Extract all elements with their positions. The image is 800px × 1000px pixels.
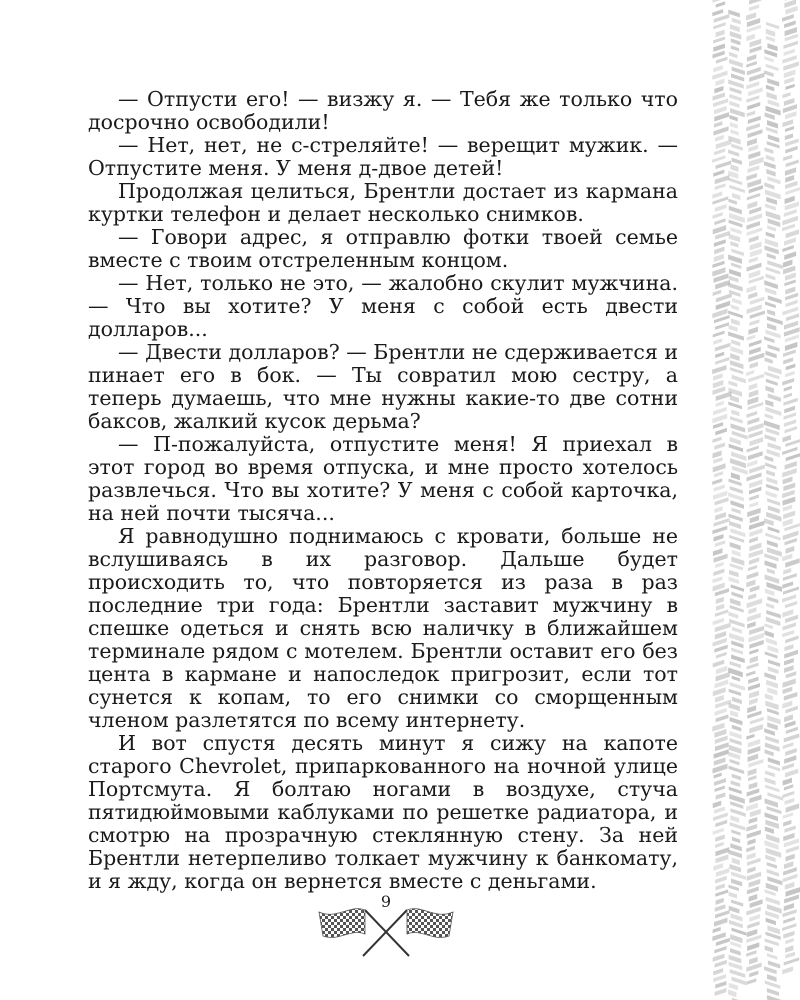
- paragraph: Я равнодушно поднимаюсь с кровати, больше не вслушиваясь в их разговор. Дальше будет происходить то, что повторяется из раза в раз последние три года: Брентли заставит мужчину в спешке одеться и снять всю наличку в ближайшем терминале рядом с мотелем. Брентли оставит его без цента в кармане и напоследок пригрозит, если тот сунется к копам, то его снимки со сморщенным членом разлетятся по всему интернету.: [88, 524, 678, 732]
- crossed-checkered-flags-icon: [313, 898, 459, 963]
- page-number: 9: [380, 892, 392, 911]
- text-block: [88, 88, 678, 893]
- paragraph: — Нет, нет, не с-стреляйте! — верещит мужик. — Отпустите меня. У меня д-двое детей!: [88, 133, 678, 180]
- tire-tread-decoration: [708, 0, 800, 1000]
- page-footer: [313, 892, 459, 960]
- paragraph: И вот спустя десять минут я сижу на капоте старого Chevrolet, припаркованного на ночной улице Портсмута. Я болтаю ногами в воздухе, стуча пятидюймовыми каблуками по решетке радиатора, и смотрю на прозрачную стеклянную стену. За ней Брентли нетерпеливо толкает мужчину к банкомату, и я жду, когда он вернется вместе с деньгами.: [88, 731, 678, 893]
- paragraph: Продолжая целиться, Брентли достает из кармана куртки телефон и делает несколько снимков.: [88, 179, 678, 226]
- paragraph: — Нет, только не это, — жалобно скулит мужчина. — Что вы хотите? У меня с собой есть двести долларов...: [88, 271, 678, 341]
- paragraph: — Двести долларов? — Брентли не сдерживается и пинает его в бок. — Ты совратил мою сестру, а теперь думаешь, что мне нужны какие-то две сотни баксов, жалкий кусок дерьма?: [88, 340, 678, 433]
- paragraph: — Отпусти его! — визжу я. — Тебя же только что досрочно освободили!: [88, 87, 678, 134]
- paragraph: — Говори адрес, я отправлю фотки твоей семье вместе с твоим отстреленным концом.: [88, 225, 678, 272]
- paragraph: — П-пожалуйста, отпустите меня! Я приехал в этот город во время отпуска, и мне просто хотелось развлечься. Что вы хотите? У меня с собой карточка, на ней почти тысяча...: [88, 432, 678, 525]
